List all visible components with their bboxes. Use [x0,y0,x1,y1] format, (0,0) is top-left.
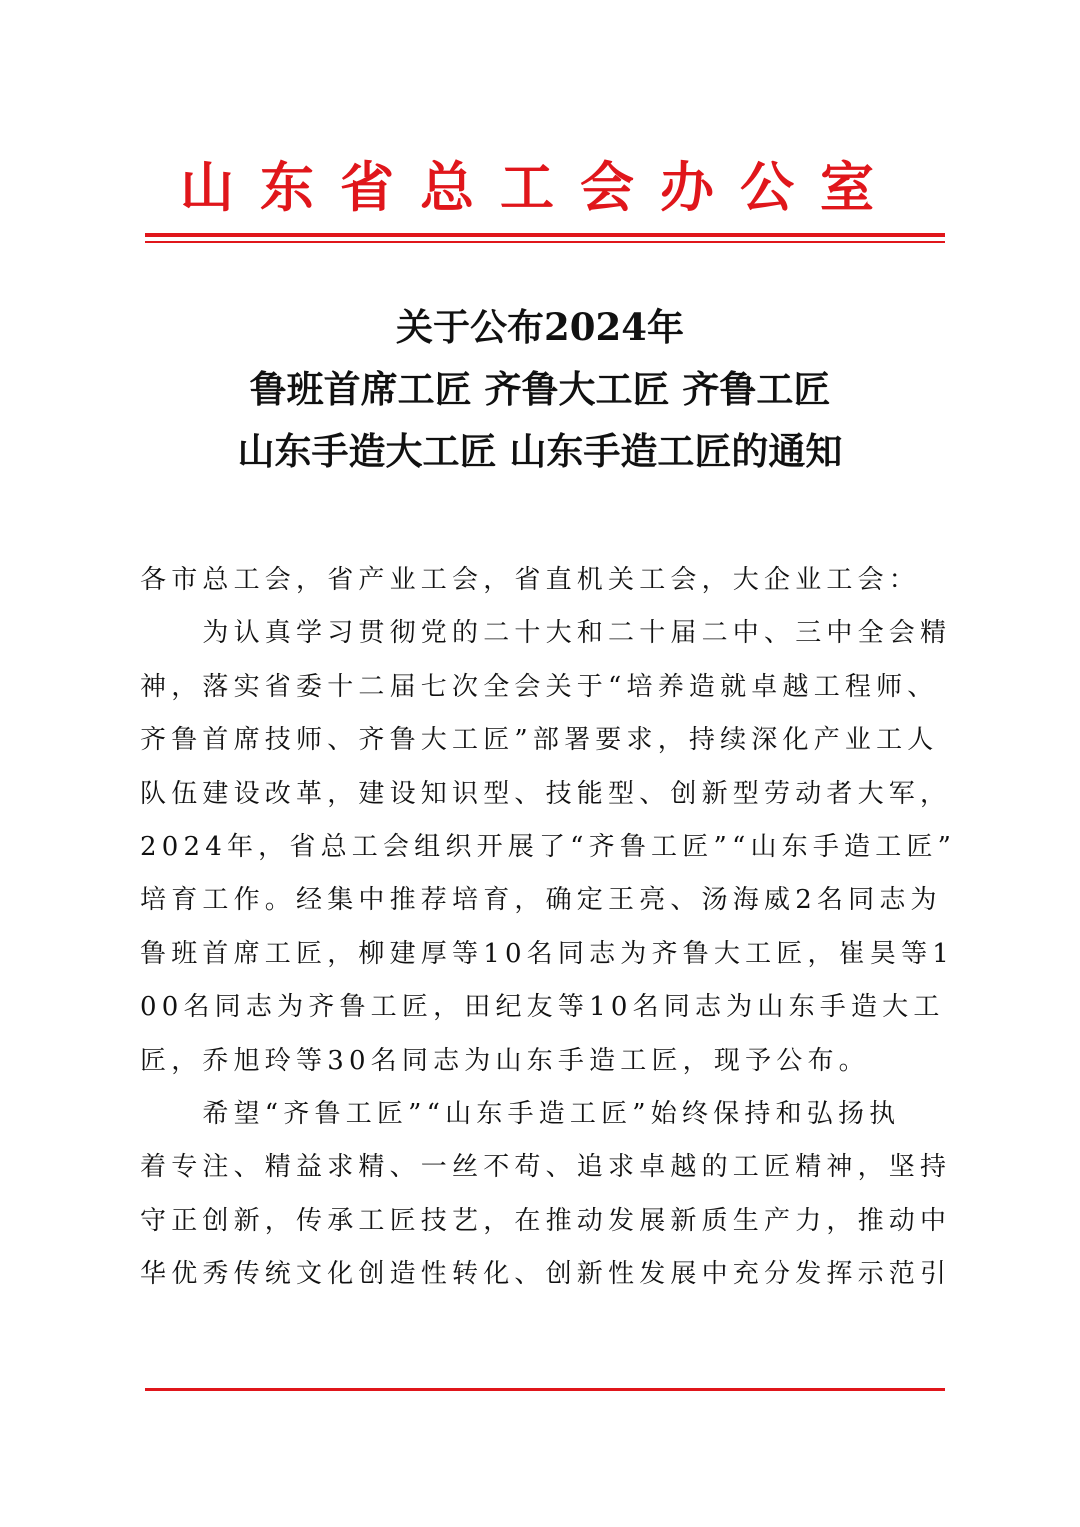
title-line-2: 鲁班首席工匠 齐鲁大工匠 齐鲁工匠 [249,367,831,411]
body-line: 匠，乔旭玲等30名同志为山东手造工匠，现予公布。 [140,1045,870,1076]
body-line: 培育工作。经集中推荐培育，确定王亮、汤海威2名同志为 [140,885,942,916]
body-line: 各市总工会，省产业工会，省直机关工会，大企业工会： [140,565,921,595]
body-line: 神，落实省委十二届七次全会关于“培养造就卓越工程师、 [140,671,939,702]
body-line: 守正创新，传承工匠技艺，在推动发展新质生产力，推动中 [140,1205,952,1236]
body-line: 2024年，省总工会组织开展了“齐鲁工匠”“山东手造工匠” [140,831,957,862]
body-line: 华优秀传统文化创造性转化、创新性发展中充分发挥示范引 [140,1259,952,1290]
title-line-1: 关于公布2024年 [396,305,684,349]
title-line-3: 山东手造大工匠 山东手造工匠的通知 [237,429,843,473]
body-line: 着专注、精益求精、一丝不苟、追求卓越的工匠精神，坚持 [140,1152,952,1183]
body-line: 队伍建设改革，建设知识型、技能型、创新型劳动者大军， [140,778,952,809]
body-line: 齐鲁首席技师、齐鲁大工匠”部署要求，持续深化产业工人 [140,725,939,756]
org-letterhead-title: 山东省总工会办公室 [180,155,900,219]
body-line: 00名同志为齐鲁工匠，田纪友等10名同志为山东手造大工 [140,992,945,1023]
document-title [140,296,940,482]
body-line: 希望“齐鲁工匠”“山东手造工匠”始终保持和弘扬执 [140,1098,901,1129]
letterhead-rule-thick [145,233,945,237]
body-line: 为认真学习贯彻党的二十大和二十届二中、三中全会精 [140,618,952,649]
footer-rule [145,1388,945,1391]
document-body [140,554,957,1301]
letterhead-rule-thin [145,241,945,243]
body-line: 鲁班首席工匠，柳建厚等10名同志为齐鲁大工匠，崔昊等1 [140,938,955,969]
